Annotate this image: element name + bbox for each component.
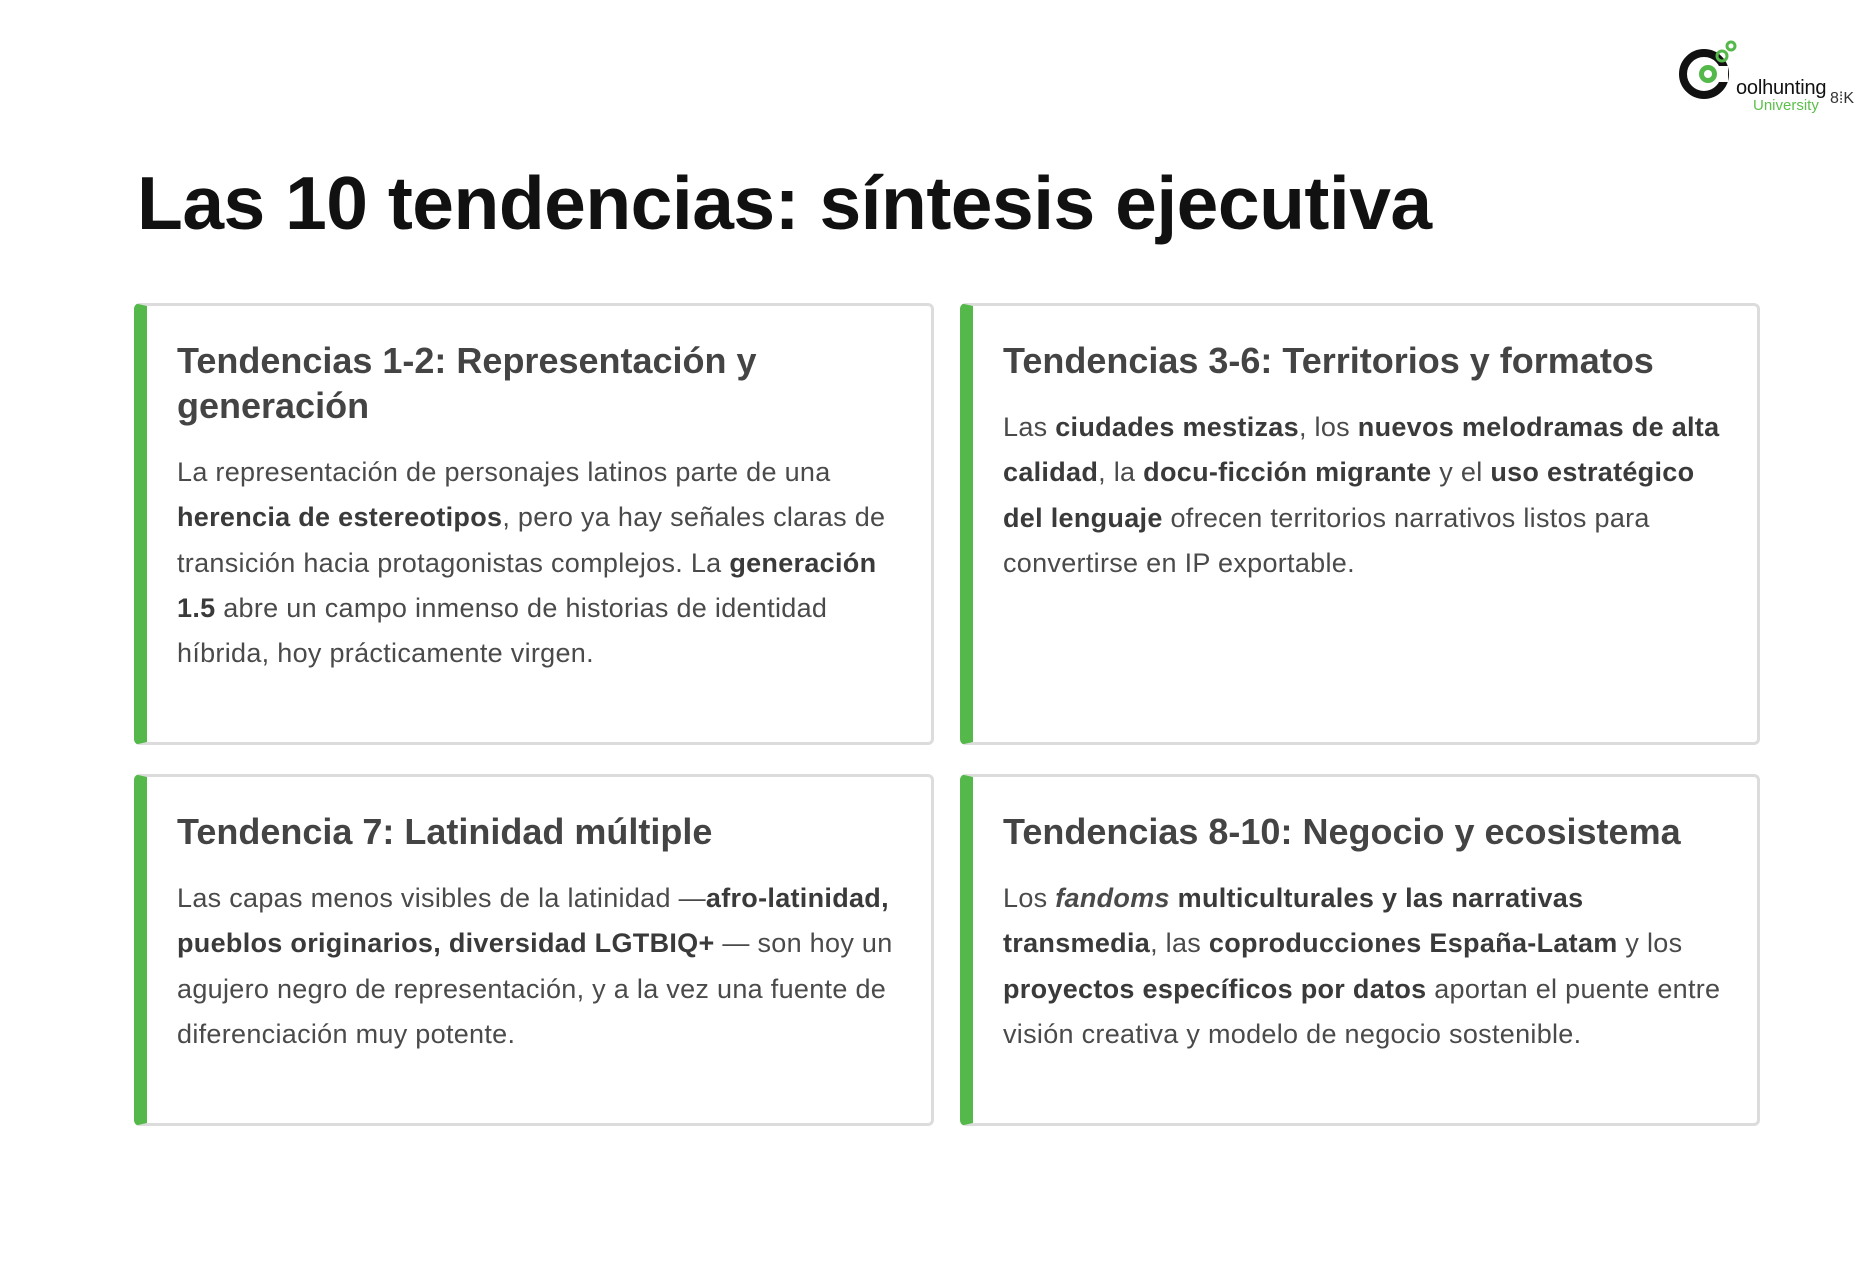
coolhunting-university-logo <box>1678 36 1858 120</box>
body-text: abre un campo inmenso de historias de identidad híbrida, hoy prácticamente virgen. <box>177 593 828 669</box>
body-text: , los <box>1298 412 1358 442</box>
bold-text: proyectos específicos por datos <box>1003 973 1427 1004</box>
body-text: , pero ya hay señales claras de transición hacia protagonistas complejos. La <box>177 502 886 578</box>
bold-text: coproducciones España-Latam <box>1208 928 1618 959</box>
emphasis-text: fandoms <box>1055 883 1170 913</box>
bold-text: ciudades mestizas <box>1055 412 1299 442</box>
body-text: Los <box>1003 883 1056 913</box>
bold-text: herencia de estereotipos <box>177 502 503 533</box>
page-title: Las 10 tendencias: síntesis ejecutiva <box>137 161 1432 245</box>
body-text: , las <box>1150 928 1209 959</box>
card-body <box>1003 405 1727 586</box>
bold-text: generación 1.5 <box>177 547 877 624</box>
bold-text: uso estratégico del lenguaje <box>1003 457 1695 533</box>
trend-card-7 <box>134 774 934 1126</box>
body-text: , la <box>1098 457 1144 488</box>
body-text: — son hoy un agujero negro de representación, y a la vez una fuente de diferenciación muy potente. <box>177 928 893 1050</box>
body-text: aportan el puente entre visión creativa y modelo de negocio sostenible. <box>1003 973 1721 1050</box>
logo-trail-glyphs: 8⁞K <box>1830 90 1855 107</box>
body-text: y los <box>1617 928 1683 959</box>
trend-card-8-10 <box>960 774 1760 1126</box>
card-title: Tendencia 7: Latinidad múltiple <box>177 811 713 852</box>
card-title: Tendencias 1-2: Representación y generación <box>177 340 757 426</box>
trend-card-3-6 <box>960 303 1760 745</box>
bold-text: multiculturales y las narrativas transmedia <box>1003 883 1584 959</box>
bold-text: nuevos melodramas de alta calidad <box>1003 412 1720 488</box>
card-title: Tendencias 3-6: Territorios y formatos <box>1003 340 1654 381</box>
card-body <box>1003 876 1727 1057</box>
body-text: y el <box>1431 457 1491 488</box>
card-title: Tendencias 8-10: Negocio y ecosistema <box>1003 811 1681 852</box>
body-text: ofrecen territorios narrativos listos para convertirse en IP exportable. <box>1003 502 1650 579</box>
body-text: Las <box>1003 412 1056 442</box>
bold-text: docu-ficción migrante <box>1143 457 1432 488</box>
card-body <box>177 450 901 677</box>
bold-text: afro-latinidad, pueblos originarios, diversidad LGTBIQ+ <box>177 883 889 959</box>
body-text: La representación de personajes latinos parte de una <box>177 457 831 487</box>
card-body <box>177 876 901 1057</box>
logo-subtitle: University <box>1753 97 1819 114</box>
logo-wordmark: oolhunting <box>1736 77 1827 99</box>
body-text: Las capas menos visibles de la latinidad — <box>177 883 706 913</box>
trend-card-1-2 <box>134 303 934 745</box>
